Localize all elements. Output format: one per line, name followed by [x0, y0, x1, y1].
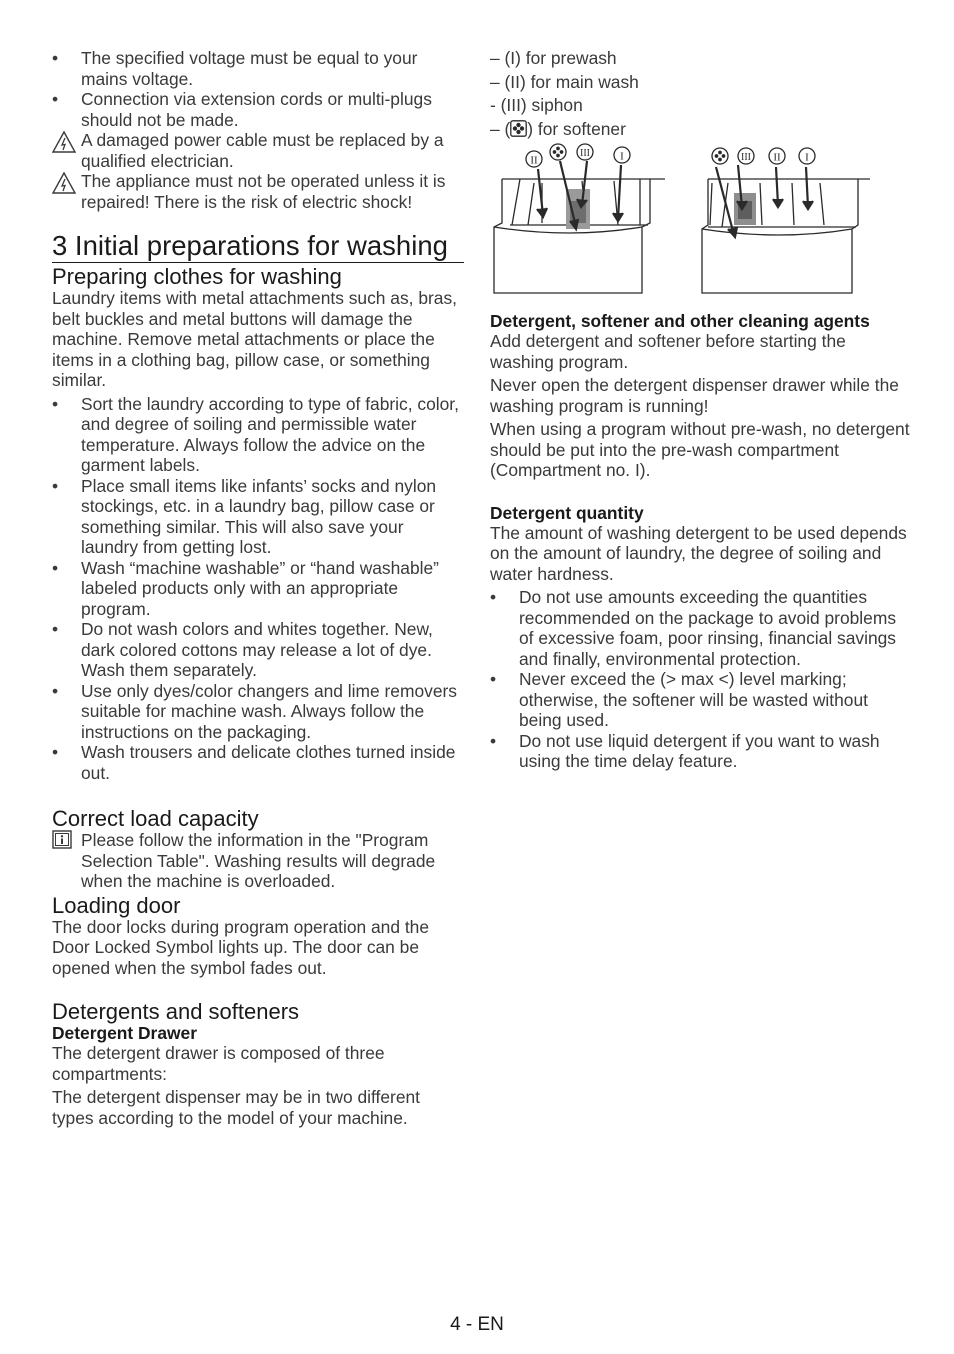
- door-text: The door locks during program operation and the Door Locked Symbol lights up. The door can be opened when the symbol fades out.: [52, 916, 430, 978]
- info-text: Please follow the information in the "Program Selection Table". Washing results will degrade when the machine is overloaded.: [81, 830, 436, 891]
- section-heading-preparing: Preparing clothes for washing: [52, 264, 342, 289]
- compartment-symbol-II-icon: [769, 148, 785, 164]
- agents-text-3: When using a program without pre-wash, no detergent should be put into the pre-wash compartment (Compartment no. I).: [490, 419, 910, 480]
- softener-symbol-icon: [550, 144, 566, 160]
- preparing-text: Laundry items with metal attachments such as, bras, belt buckles and metal buttons will damage the machine. Remove metal attachments or place the items in a clothing bag, pillow case, or something similar.: [52, 288, 457, 390]
- agents-text-1: Add detergent and softener before starting the washing program.: [490, 331, 846, 372]
- warning-triangle-icon: [52, 131, 76, 153]
- compartment-siphon: - (III) siphon: [490, 95, 583, 115]
- warning-text: The appliance must not be operated unless it is repaired! There is the risk of electric shock!: [81, 171, 446, 212]
- compartment-prewash: – (I) for prewash: [490, 48, 617, 68]
- drawer-text-1: The detergent drawer is composed of three compartments:: [52, 1043, 385, 1084]
- quantity-text: The amount of washing detergent to be used depends on the amount of laundry, the degree of soiling and water hardness.: [490, 522, 907, 584]
- list-item: • Never exceed the (> max <) level marking; otherwise, the softener will be wasted without being used.: [490, 669, 910, 731]
- svg-text:III: III: [580, 148, 590, 159]
- drawer-text-2: The detergent dispenser may be in two different types according to the model of your machine.: [52, 1087, 420, 1128]
- list-item: • Connection via extension cords or multi-plugs should not be made.: [52, 89, 464, 130]
- compartment-symbol-II-icon: [526, 151, 542, 167]
- warning-row: [52, 171, 464, 212]
- compartment-symbol-III-icon: [577, 144, 593, 160]
- quantity-bullets: [490, 587, 910, 772]
- info-icon: [52, 830, 72, 849]
- section-heading-door: Loading door: [52, 892, 181, 918]
- list-item: • Wash trousers and delicate clothes turned inside out.: [52, 742, 464, 783]
- compartment-symbol-I-icon: [799, 148, 815, 164]
- drawer-diagram-right: [702, 148, 870, 293]
- softener-flower-icon: [510, 120, 527, 137]
- arrow-icon: [716, 165, 813, 237]
- svg-text:II: II: [773, 151, 781, 164]
- info-row: [52, 830, 464, 892]
- svg-text:III: III: [741, 152, 751, 163]
- list-item: • Sort the laundry according to type of fabric, color, and degree of soiling and permissible water temperature. Always follow the advice on the garment labels.: [52, 394, 464, 476]
- softener-symbol-icon: [712, 148, 728, 164]
- list-item: • Do not wash colors and whites together. New, dark colored cottons may release a lot of dye. Wash them separately.: [52, 619, 464, 681]
- compartment-mainwash: – (II) for main wash: [490, 71, 639, 92]
- list-item: • Do not use liquid detergent if you want to wash using the time delay feature.: [490, 731, 910, 772]
- detergent-drawer-diagrams: [490, 143, 910, 303]
- subheading-detergent-drawer: Detergent Drawer: [52, 1023, 197, 1043]
- list-item: • Wash “machine washable” or “hand washable” labeled products only with an appropriate program.: [52, 558, 464, 620]
- subheading-cleaning-agents: Detergent, softener and other cleaning agents: [490, 311, 870, 331]
- left-column: [52, 48, 464, 1131]
- list-item: • Place small items like infants’ socks and nylon stockings, etc. in a laundry bag, pillow case or something similar. This will also save your laundry from getting lost.: [52, 476, 464, 558]
- intro-bullets: [52, 48, 464, 130]
- right-column: [490, 48, 910, 772]
- warning-text: A damaged power cable must be replaced by a qualified electrician.: [81, 130, 444, 171]
- compartment-symbol-III-icon: [738, 148, 754, 164]
- warning-triangle-icon: [52, 172, 76, 194]
- list-item: • Use only dyes/color changers and lime removers suitable for machine wash. Always follow the instructions on the packaging.: [52, 681, 464, 743]
- warning-row: [52, 130, 464, 171]
- drawer-diagram-left: [494, 144, 665, 293]
- page-number: 4 - EN: [450, 1314, 504, 1335]
- page-footer: [0, 1314, 954, 1336]
- section-heading-detergents: Detergents and softeners: [52, 999, 300, 1024]
- list-item: • The specified voltage must be equal to your mains voltage.: [52, 48, 464, 89]
- subheading-detergent-quantity: Detergent quantity: [490, 502, 644, 523]
- section-heading-load: Correct load capacity: [52, 806, 259, 831]
- chapter-title: 3 Initial preparations for washing: [52, 230, 464, 263]
- list-item: • Do not use amounts exceeding the quantities recommended on the package to avoid problems of excessive foam, poor rinsing, financial savings and finally, environmental protection.: [490, 587, 910, 669]
- compartment-symbol-I-icon: [614, 147, 630, 163]
- agents-text-2: Never open the detergent dispenser drawer while the washing program is running!: [490, 375, 899, 416]
- svg-text:I: I: [805, 151, 809, 164]
- svg-text:I: I: [620, 150, 624, 163]
- compartment-softener: – ( ) for softener: [490, 118, 626, 139]
- preparing-bullets: [52, 394, 464, 784]
- svg-text:II: II: [530, 154, 538, 167]
